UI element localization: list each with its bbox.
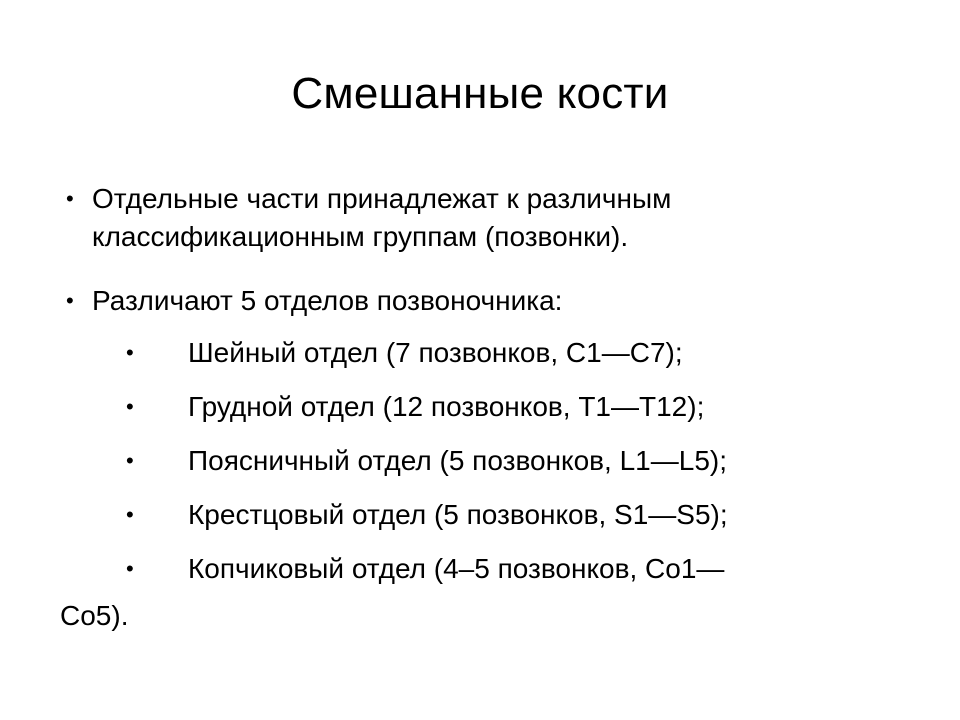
sub-bullet-icon: •	[126, 556, 134, 581]
sub-bullet-text: Шейный отдел (7 позвонков, C1—C7);	[188, 337, 683, 368]
bullet-item	[66, 180, 846, 256]
bullet-item	[66, 282, 846, 320]
wrapped-text-tail: Co5).	[60, 600, 129, 631]
sub-bullet-icon: •	[126, 448, 134, 473]
sub-bullet-icon: •	[126, 394, 134, 419]
bullet-icon: •	[66, 186, 74, 211]
sub-bullet-icon: •	[126, 340, 134, 365]
sub-bullet-icon: •	[126, 502, 134, 527]
bullet-text: Различают 5 отделов позвоночника:	[92, 285, 563, 316]
slide-title: Смешанные кости	[291, 69, 669, 118]
bullet-text: Отдельные части принадлежат к различным классификационным группам (позвонки).	[92, 183, 672, 252]
sub-bullet-text: Крестцовый отдел (5 позвонков, S1—S5);	[188, 499, 728, 530]
bullet-icon: •	[66, 288, 74, 313]
sub-bullet-text: Копчиковый отдел (4–5 позвонков, Co1—	[188, 553, 725, 584]
sub-bullet-text: Поясничный отдел (5 позвонков, L1—L5);	[188, 445, 727, 476]
sub-bullet-text: Грудной отдел (12 позвонков, T1—T12);	[188, 391, 705, 422]
